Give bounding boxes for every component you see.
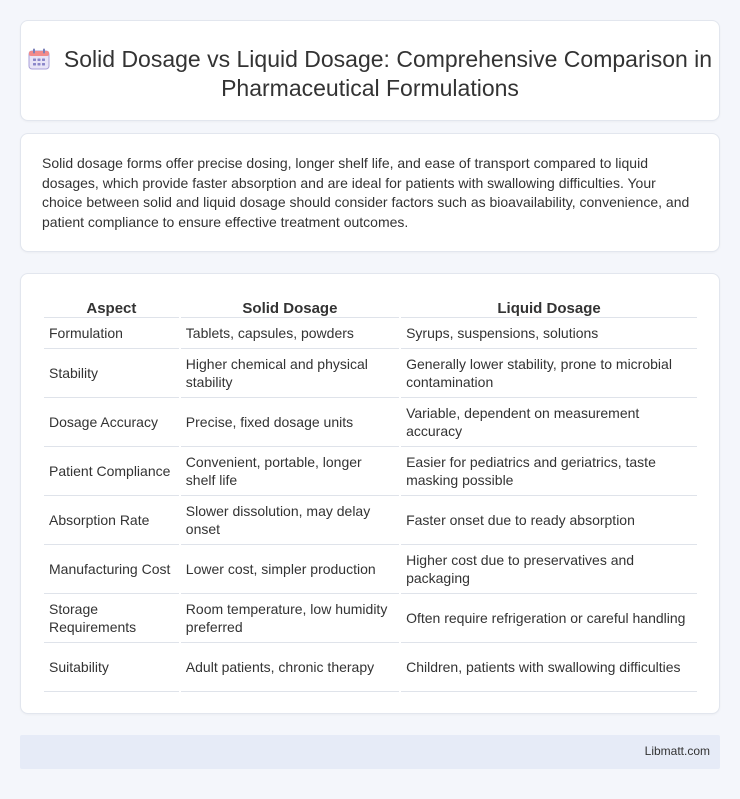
- table-header-row: [44, 296, 697, 318]
- liquid-cell: Faster onset due to ready absorption: [401, 496, 697, 545]
- page-title-text: Solid Dosage vs Liquid Dosage: Comprehensive Comparison in Pharmaceutical Formulations: [63, 46, 713, 101]
- table-row: [44, 594, 697, 643]
- column-header-liquid: Liquid Dosage: [401, 296, 697, 318]
- liquid-cell: Easier for pediatrics and geriatrics, taste masking possible: [401, 447, 697, 496]
- aspect-cell: Manufacturing Cost: [44, 545, 179, 594]
- aspect-cell: Storage Requirements: [44, 594, 179, 643]
- solid-cell: Higher chemical and physical stability: [181, 349, 399, 398]
- table-row: [44, 545, 697, 594]
- solid-cell: Convenient, portable, longer shelf life: [181, 447, 399, 496]
- table-row: [44, 447, 697, 496]
- page-title: [21, 45, 719, 103]
- solid-cell: Slower dissolution, may delay onset: [181, 496, 399, 545]
- solid-cell: Room temperature, low humidity preferred: [181, 594, 399, 643]
- table-row: [44, 398, 697, 447]
- table-row: [44, 349, 697, 398]
- liquid-cell: Syrups, suspensions, solutions: [401, 318, 697, 349]
- aspect-cell: Suitability: [44, 643, 179, 692]
- column-header-aspect: Aspect: [44, 296, 179, 318]
- title-card: [20, 20, 720, 121]
- aspect-cell: Formulation: [44, 318, 179, 349]
- comparison-table-card: [20, 273, 720, 714]
- liquid-cell: Variable, dependent on measurement accuracy: [401, 398, 697, 447]
- table-row: [44, 496, 697, 545]
- footer-bar: [20, 735, 720, 769]
- aspect-cell: Patient Compliance: [44, 447, 179, 496]
- aspect-cell: Dosage Accuracy: [44, 398, 179, 447]
- liquid-cell: Often require refrigeration or careful handling: [401, 594, 697, 643]
- solid-cell: Adult patients, chronic therapy: [181, 643, 399, 692]
- summary-card: [20, 133, 720, 252]
- calendar-icon: [28, 48, 50, 70]
- solid-cell: Precise, fixed dosage units: [181, 398, 399, 447]
- solid-cell: Tablets, capsules, powders: [181, 318, 399, 349]
- liquid-cell: Generally lower stability, prone to microbial contamination: [401, 349, 697, 398]
- summary-paragraph: Solid dosage forms offer precise dosing, longer shelf life, and ease of transport compared to liquid dosages, which provide faster absorption and are ideal for patients with swallowing difficulties. Your choice between solid and liquid dosage should consider factors such as bioavailability, convenience, and patient compliance to ensure effective treatment outcomes.: [42, 155, 690, 230]
- comparison-table: [42, 296, 699, 692]
- footer-site-link[interactable]: Libmatt.com: [644, 744, 710, 758]
- liquid-cell: Higher cost due to preservatives and packaging: [401, 545, 697, 594]
- table-row: [44, 318, 697, 349]
- solid-cell: Lower cost, simpler production: [181, 545, 399, 594]
- aspect-cell: Stability: [44, 349, 179, 398]
- liquid-cell: Children, patients with swallowing difficulties: [401, 643, 697, 692]
- table-row: [44, 643, 697, 692]
- column-header-solid: Solid Dosage: [181, 296, 399, 318]
- aspect-cell: Absorption Rate: [44, 496, 179, 545]
